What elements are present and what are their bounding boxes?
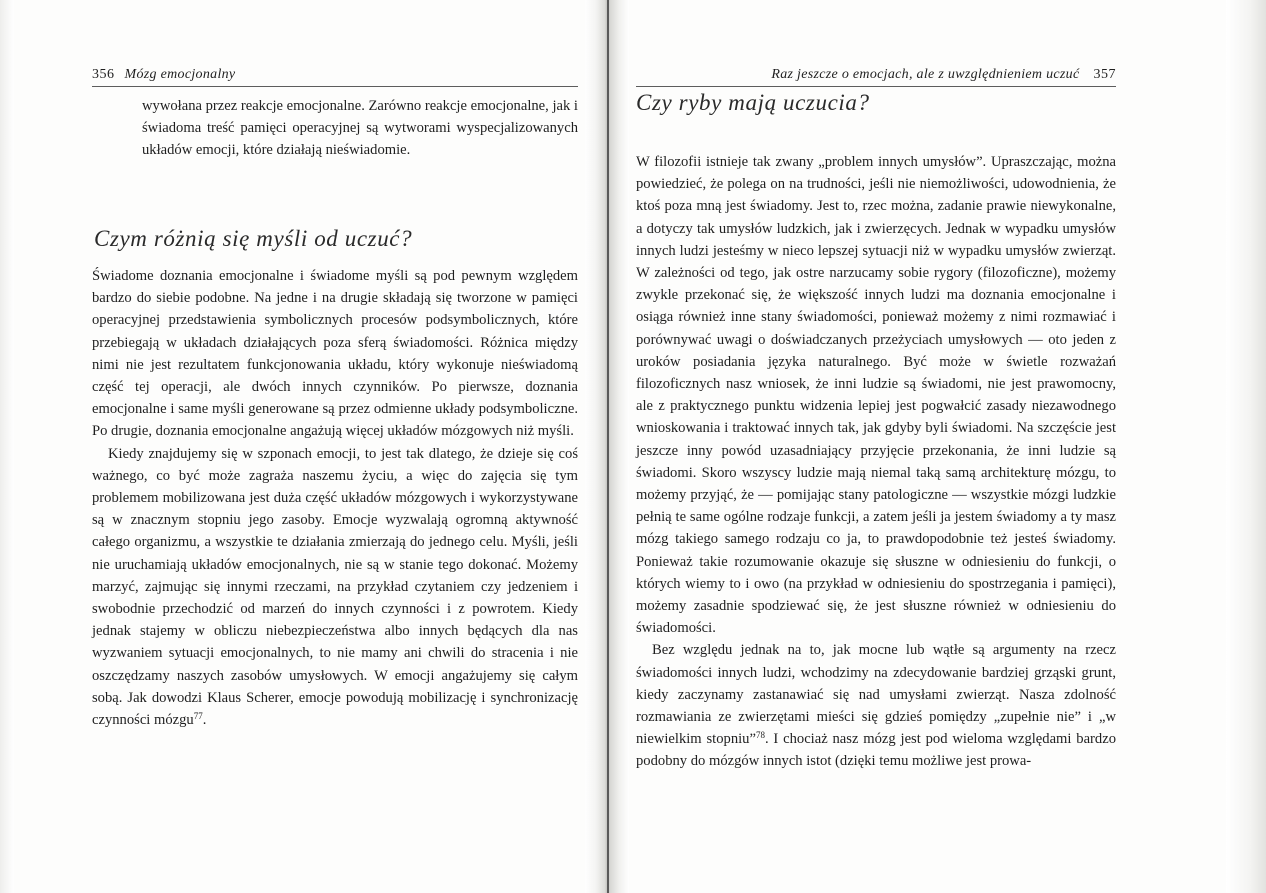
right-page-edge [1226,0,1266,893]
left-section-heading: Czym różnią się myśli od uczuć? [94,226,413,251]
gutter-fold-line [607,0,609,893]
right-section-heading: Czy ryby mają uczucia? [636,90,870,115]
left-paragraph-1: Świadome doznania emocjonalne i świadome myśli są pod pewnym względem bardzo do siebie podobne. Na jedne i na drugie składają się tworzone w pamięci operacyjnej przedstawienia symbolicznych procesów podsymbolicznych, które przebiegają w układach działających poza sferą świadomości. Różnica między nimi nie jest rezultatem funkcjonowania układu, który wykonuje nieświadomą część tej operacji, ale dwóch innych czynników. Po pierwsze, doznania emocjonalne i same myśli generowane są przez odmienne układy podsymboliczne. Po drugie, doznania emocjonalne angażują więcej układów mózgowych niż myśli. [92,268,578,440]
footnote-ref-78: 78 [755,730,765,741]
continuation-paragraph: wywołana przez reakcje emocjonalne. Zarówno reakcje emocjonalne, jak i świadoma treść pamięci operacyjnej są wytworami wyspecjalizowanych układów emocji, które działają nieświadomie. [142,98,578,159]
right-running-head [636,64,1116,87]
left-page-number: 356 [92,67,115,82]
left-page-edge [0,0,14,893]
left-running-title: Mózg emocjonalny [124,67,236,82]
right-running-title: Raz jeszcze o emocjach, ale z uwzględnieniem uczuć [771,67,1080,82]
footnote-ref-77: 77 [193,711,203,722]
left-running-head [92,64,578,87]
right-paragraph-1: W filozofii istnieje tak zwany „problem innych umysłów”. Upraszczając, można powiedzieć, że polega on na trudności, jeśli nie niemożliwości, udowodnienia, że ktoś poza mną jest świadomy. Jest to, rzec można, zadanie prawie niewykonalne, a dotyczy tak umysłów ludzkich, jak i zwierzęcych. Jednak w wypadku umysłów innych ludzi jesteśmy w nieco lepszej sytuacji niż w wypadku umysłów zwierząt. W zależności od tego, jak ostre narzucamy sobie rygory (filozoficzne), możemy zwykle przekonać się, że większość innych ludzi ma doznania emocjonalne i osiąga również inne stany świadomości, ponieważ możemy z nimi rozmawiać i porównywać uwagi o doświadczanych przeżyciach umysłowych — oto jeden z uroków posiadania języka naturalnego. Być może w świetle rozważań filozoficznych nasz wniosek, że inni ludzie są świadomi, nie jest prawomocny, ale z praktycznego punktu widzenia lepiej jest pogwałcić zasady niezawodnego wnioskowania i traktować innych tak, jak gdyby byli świadomi. Na szczęście jest jeszcze inny powód uzasadniający przyjęcie przekonania, że inni ludzie są świadomi. Skoro wszyscy ludzie mają niemal taką samą architekturę mózgu, to możemy przyjąć, że — pomijając stany patologiczne — wszystkie mózgi ludzkie pełnią te same ogólne rodzaje funkcji, a zatem jeśli ja jestem świadomy a ty masz mózg takiego samego rodzaju co ja, to prawdopodobnie też jesteś świadomy. Ponieważ takie rozumowanie okazuje się słuszne w odniesieniu do funkcji, o których wiemy to i owo (na przykład w odniesieniu do spostrzegania i pamięci), możemy zasadnie spodziewać się, że jest słuszne również w odniesieniu do świadomości. [636,154,1116,637]
left-body-text [92,265,578,731]
left-paragraph-2: Kiedy znajdujemy się w szponach emocji, to jest tak dlatego, że dzieje się coś ważnego, co być może zagraża naszemu życiu, a więc do zajęcia się tym problemem mobilizowana jest duża część układów mózgowych i wykorzystywane są w znacznym stopniu jego zasoby. Emocje wyzwalają ogromną aktywność całego organizmu, a wszystkie te działania zmierzają do jednego celu. Myśli, jeśli nie uruchamiają układów emocjonalnych, nie są w stanie tego dokonać. Możemy marzyć, zajmując się innymi rzeczami, na przykład czytaniem czy jedzeniem i swobodnie przechodzić od marzeń do innych czynności i z powrotem. Kiedy jednak stajemy w obliczu niebezpieczeństwa albo innych będących dla nas wyzwaniem sytuacji emocjonalnych, to nie mamy ani chwili do stracenia i nie oszczędzamy naszych zasobów umysłowych. W emocji angażujemy się całym sobą. Jak dowodzi Klaus Scherer, emocje powodują mobilizację i synchronizację czynności mózgu$^{77}$. [92,445,578,729]
right-body-text [636,151,1116,773]
right-paragraph-2: Bez względu jednak na to, jak mocne lub wątłe są argumenty na rzecz świadomości innych ludzi, wchodzimy na zdecydowanie bardziej grząski grunt, kiedy zaczynamy zastanawiać się nad umysłami zwierząt. Nasza zdolność rozmawiania ze zwierzętami mieści się gdzieś pomiędzy „zupełnie nie” i „w niewielkim stopniu”$^{78}$. I chociaż nasz mózg jest pod wieloma względami bardzo podobny do mózgów innych istot (dzięki temu możliwe jest prowa- [636,642,1116,770]
right-page-number: 357 [1093,67,1116,82]
